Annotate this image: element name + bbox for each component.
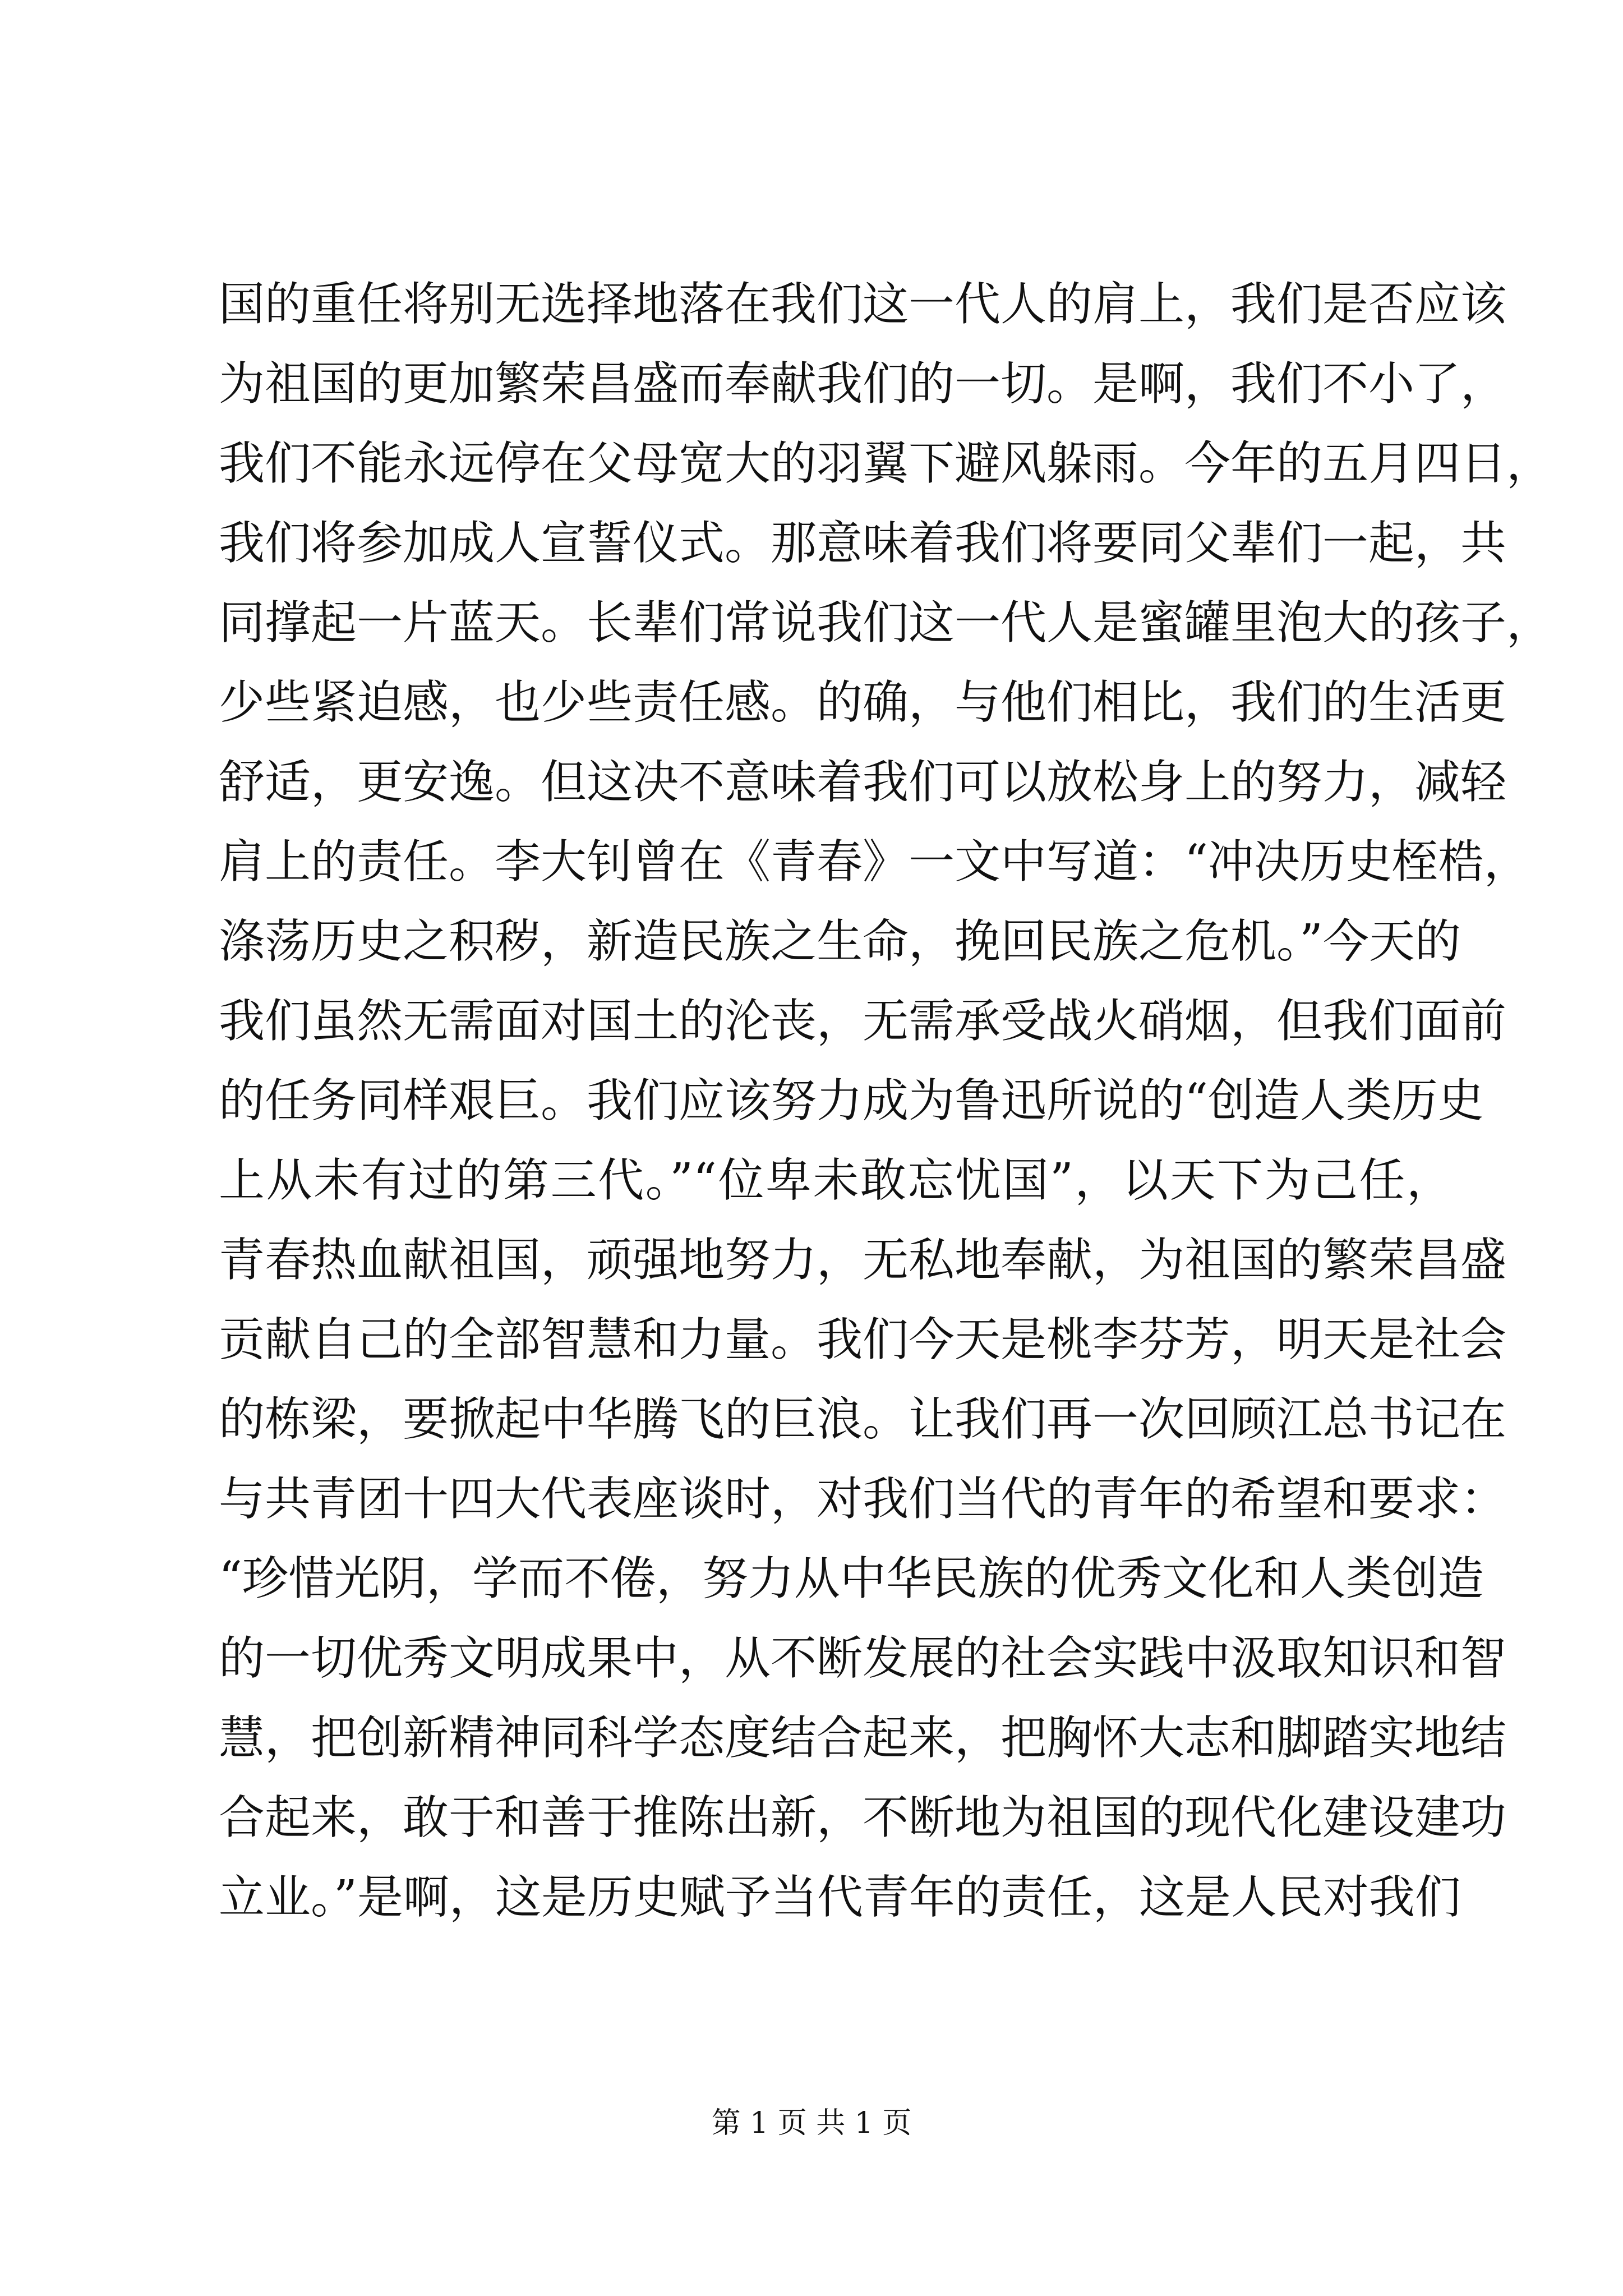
text-line: 的任务同样艰巨。我们应该努力成为鲁迅所说的“创造人类历史 <box>219 1074 1484 1128</box>
text-line: 我们不能永远停在父母宽大的羽翼下避风躲雨。今年的五月四日， <box>219 437 1553 490</box>
text-line: 合起来，敢于和善于推陈出新，不断地为祖国的现代化建设建功 <box>219 1791 1507 1844</box>
page-footer <box>0 2101 1623 2146</box>
text-line: “珍惜光阴，学而不倦，努力从中华民族的优秀文化和人类创造 <box>219 1552 1484 1605</box>
body-text <box>219 265 1553 1938</box>
page-number: 第 1 页 共 1 页 <box>711 2106 912 2140</box>
text-line: 上从未有过的第三代。”“位卑未敢忘忧国”，以天下为己任， <box>219 1154 1453 1207</box>
text-line: 少些紧迫感，也少些责任感。的确，与他们相比，我们的生活更 <box>219 676 1507 729</box>
text-line: 慧，把创新精神同科学态度结合起来，把胸怀大志和脚踏实地结 <box>219 1711 1507 1765</box>
text-line: 与共青团十四大代表座谈时，对我们当代的青年的希望和要求： <box>219 1473 1507 1526</box>
text-line: 为祖国的更加繁荣昌盛而奉献我们的一切。是啊，我们不小了， <box>219 357 1507 411</box>
text-line: 青春热血献祖国，顽强地努力，无私地奉献，为祖国的繁荣昌盛 <box>219 1234 1507 1287</box>
text-line: 同撑起一片蓝天。长辈们常说我们这一代人是蜜罐里泡大的孩子， <box>219 596 1553 650</box>
text-line: 肩上的责任。李大钊曾在《青春》一文中写道：“冲决历史桎梏， <box>219 835 1530 889</box>
text-line: 的一切优秀文明成果中，从不断发展的社会实践中汲取知识和智 <box>219 1632 1507 1685</box>
text-line: 我们虽然无需面对国土的沦丧，无需承受战火硝烟，但我们面前 <box>219 995 1507 1048</box>
text-line: 舒适，更安逸。但这决不意味着我们可以放松身上的努力，减轻 <box>219 756 1507 809</box>
text-line: 贡献自己的全部智慧和力量。我们今天是桃李芬芳，明天是社会 <box>219 1313 1507 1366</box>
text-line: 我们将参加成人宣誓仪式。那意味着我们将要同父辈们一起，共 <box>219 517 1507 570</box>
text-line: 立业。”是啊，这是历史赋予当代青年的责任，这是人民对我们 <box>219 1871 1461 1924</box>
text-line: 涤荡历史之积秽，新造民族之生命，挽回民族之危机。”今天的 <box>219 915 1461 968</box>
text-line: 的栋梁，要掀起中华腾飞的巨浪。让我们再一次回顾江总书记在 <box>219 1393 1507 1446</box>
text-line: 国的重任将别无选择地落在我们这一代人的肩上，我们是否应该 <box>219 278 1507 331</box>
